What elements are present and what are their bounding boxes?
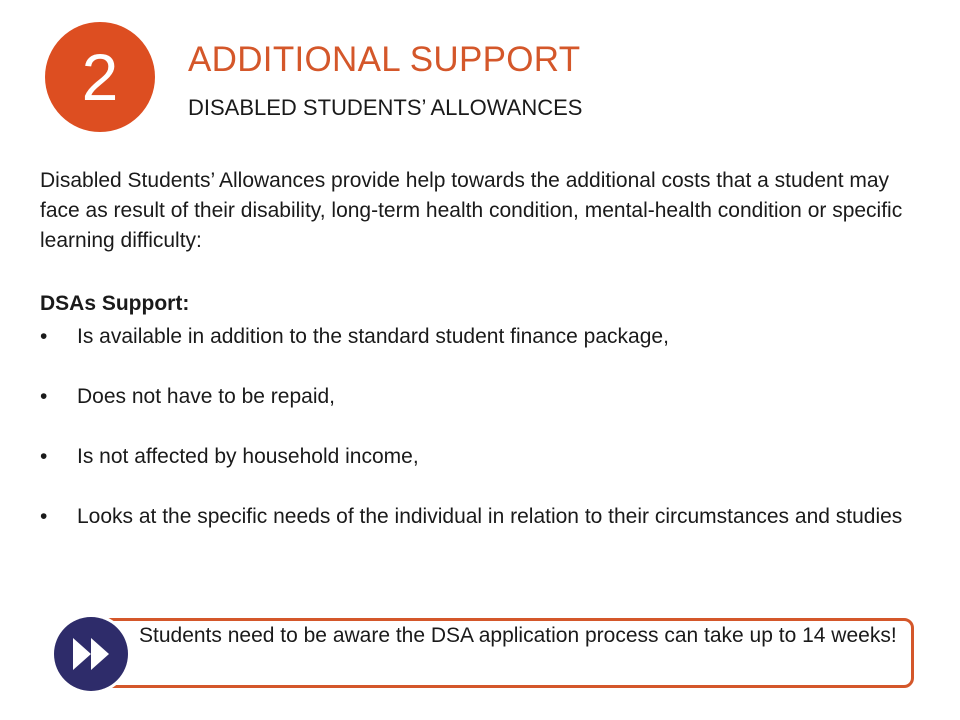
bullet-glyph: • bbox=[40, 325, 48, 348]
list-item-text: Does not have to be repaid, bbox=[77, 385, 336, 408]
bullet-glyph: • bbox=[40, 445, 48, 468]
fast-forward-icon bbox=[51, 614, 131, 694]
page-title: ADDITIONAL SUPPORT bbox=[188, 40, 581, 79]
callout-text: Students need to be aware the DSA application process can take up to 14 weeks! bbox=[139, 624, 897, 647]
callout-box bbox=[96, 618, 914, 688]
list-item bbox=[40, 442, 920, 472]
support-list bbox=[40, 322, 920, 532]
list-item-text: Looks at the specific needs of the individual in relation to their circumstances and studies bbox=[77, 505, 903, 528]
fast-forward-badge bbox=[51, 614, 131, 694]
section-number: 2 bbox=[81, 40, 119, 114]
list-item-text: Is not affected by household income, bbox=[77, 445, 419, 468]
page-subtitle: DISABLED STUDENTS’ ALLOWANCES bbox=[188, 95, 583, 120]
list-item bbox=[40, 382, 920, 412]
list-item bbox=[40, 322, 920, 352]
section-number-badge bbox=[45, 22, 155, 132]
bullet-glyph: • bbox=[40, 385, 48, 408]
intro-paragraph: Disabled Students’ Allowances provide help towards the additional costs that a student may face as result of their disability, long-term health condition, mental-health condition or specific learning difficulty: bbox=[40, 169, 903, 252]
support-heading: DSAs Support: bbox=[40, 292, 190, 315]
bullet-glyph: • bbox=[40, 505, 48, 528]
list-item bbox=[40, 502, 920, 532]
list-item-text: Is available in addition to the standard student finance package, bbox=[77, 325, 669, 348]
